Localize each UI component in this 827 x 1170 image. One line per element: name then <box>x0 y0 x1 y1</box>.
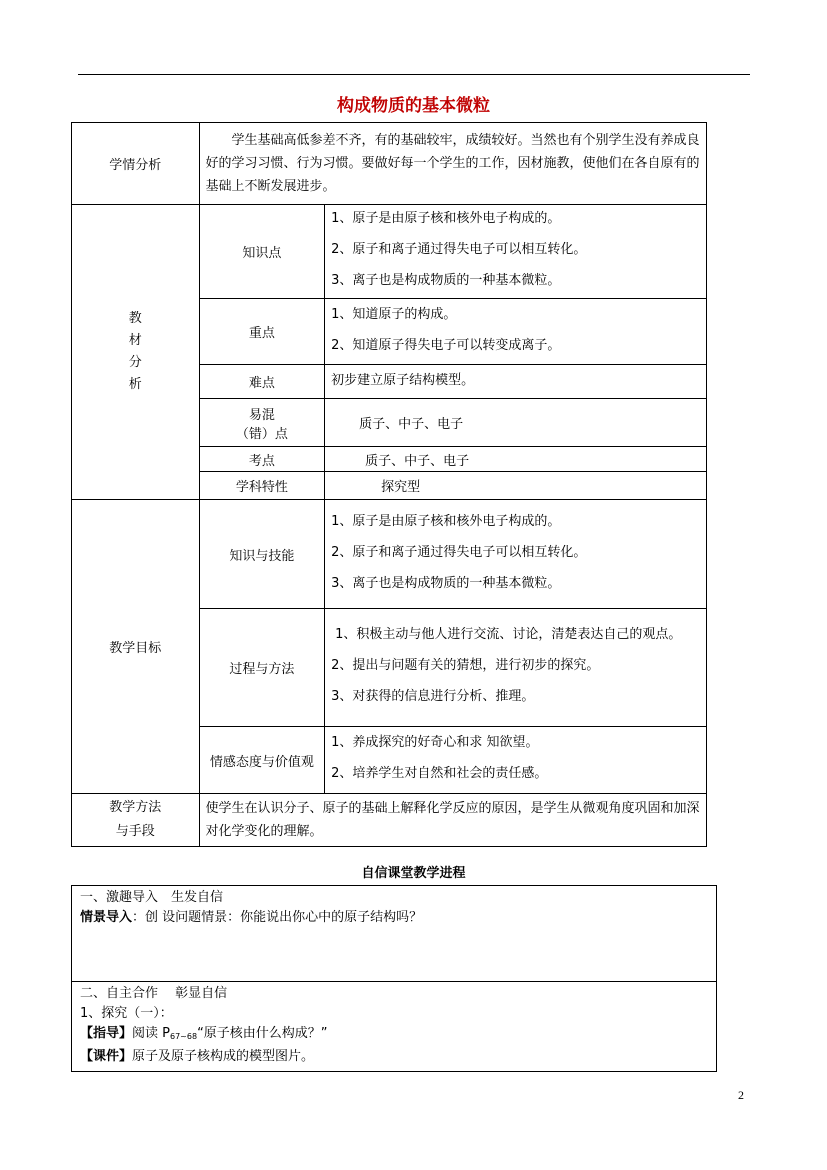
course-line: 【课件】原子及原子核构成的模型图片。 <box>80 1049 315 1064</box>
page-number: 2 <box>738 1088 744 1102</box>
zhongdian-list: 1、知道原子的构成。 2、知道原子得失电子可以转变成离子。 <box>325 299 707 365</box>
header-rule <box>78 74 750 75</box>
fangfa-label: 教学方法 与手段 <box>72 794 200 847</box>
qinggan-list: 1、养成探究的好奇心和求 知欲望。 2、培养学生对自然和社会的责任感。 <box>325 727 707 794</box>
zhongdian-label: 重点 <box>199 299 325 365</box>
yihun-label: 易混 （错）点 <box>199 399 325 447</box>
nandian-text: 初步建立原子结构模型。 <box>325 365 707 399</box>
section1-cell <box>72 886 717 982</box>
page-title: 构成物质的基本微粒 <box>337 96 490 116</box>
xueqing-text: 学生基础高低参差不齐，有的基础较牢，成绩较好。当然也有个别学生没有养成良好的学习习惯、行为习惯。要做好每一个学生的工作，因材施教，使他们在各自原有的基础上不断发展进步。 <box>205 133 700 194</box>
guide-line: 【指导】阅读 $P_{67\sim 68}“$原子核由什么构成？” <box>80 1026 328 1041</box>
zhishidian-list: 1、原子是由原子核和核外电子构成的。 2、原子和离子通过得失电子可以相互转化。 3、离子也是构成物质的一种基本微粒。 <box>325 205 707 299</box>
kaodian-label: 考点 <box>199 447 325 472</box>
scene-line: 情景导入：创 设问题情景：你能说出你心中的原子结构吗？ <box>80 910 423 925</box>
xueke-text: 探究型 <box>325 472 707 500</box>
guocheng-label: 过程与方法 <box>199 609 325 727</box>
xueke-label: 学科特性 <box>199 472 325 500</box>
kaodian-text: 质子、中子、电子 <box>325 447 707 472</box>
xueqing-label: 学情分析 <box>72 123 200 205</box>
yihun-text: 质子、中子、电子 <box>325 399 707 447</box>
section2-cell <box>72 982 717 1072</box>
qinggan-label: 情感态度与价值观 <box>199 727 325 794</box>
fangfa-text: 使学生在认识分子、原子的基础上解释化学反应的原因，是学生从微观角度巩固和加深对化学变化的理解。 <box>205 801 700 839</box>
section1-heading: 一、激趣导入 生发自信 <box>80 890 224 905</box>
section2-heading: 二、自主合作 彰显自信 <box>80 986 228 1001</box>
zhishi-list: 1、原子是由原子核和核外电子构成的。 2、原子和离子通过得失电子可以相互转化。 3、离子也是构成物质的一种基本微粒。 <box>325 500 707 609</box>
explore-line: 1、探究（一）： <box>80 1006 173 1021</box>
zhishidian-label: 知识点 <box>199 205 325 299</box>
xueqing-text-cell <box>199 123 706 205</box>
nandian-label: 难点 <box>199 365 325 399</box>
lesson-plan-table <box>71 122 707 847</box>
fangfa-text-cell <box>199 794 706 847</box>
guocheng-list: 1、积极主动与他人进行交流、讨论，清楚表达自己的观点。 2、提出与问题有关的猜想，进行初步的探究。 3、对获得的信息进行分析、推理。 <box>325 609 707 727</box>
zhishi-label: 知识与技能 <box>199 500 325 609</box>
mubiao-label: 教学目标 <box>72 500 200 794</box>
process-table <box>71 885 717 1072</box>
jiaocai-label: 教 材 分 析 <box>72 205 200 500</box>
process-title: 自信课堂教学进程 <box>361 866 466 881</box>
